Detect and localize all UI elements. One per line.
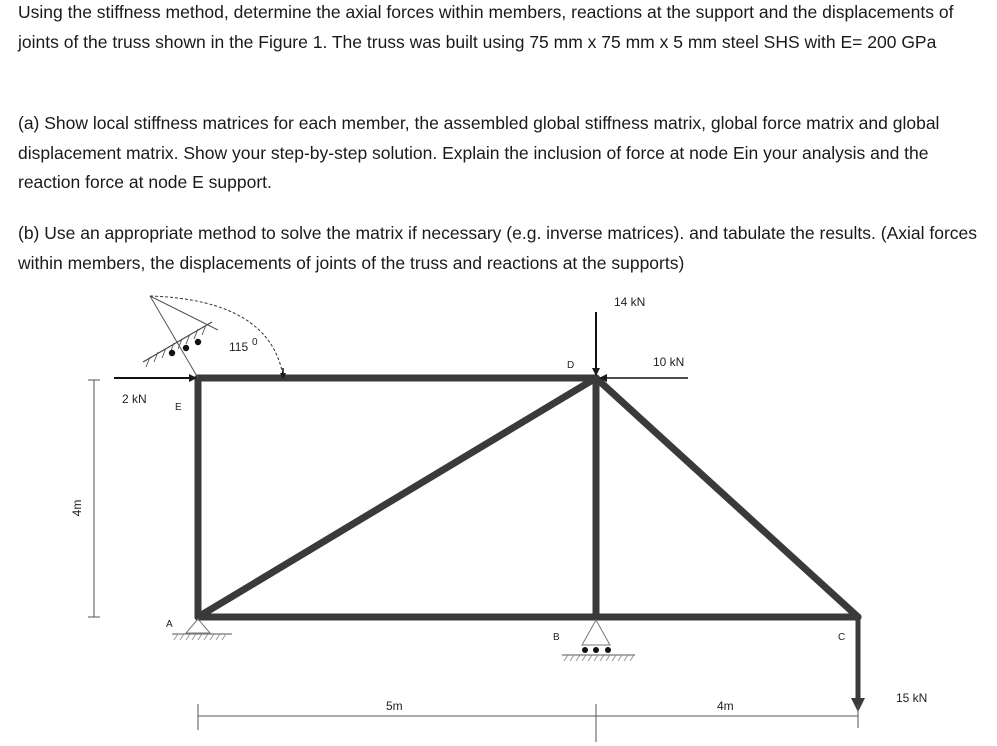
roller-support-e	[143, 296, 218, 378]
node-label-d: D	[567, 360, 575, 371]
load-label-d-vertical: 14 kN	[614, 295, 646, 309]
dimension-label-height: 4m	[70, 499, 84, 517]
dimension-horizontal	[198, 704, 858, 742]
truss-members	[198, 378, 858, 617]
node-label-c: C	[838, 632, 846, 643]
dimension-label-ab: 5m	[386, 699, 403, 713]
load-label-e-horizontal: 2 kN	[122, 392, 147, 406]
problem-intro: Using the stiffness method, determine the axial forces within members, reactions at the support and the displacements of joints of the truss shown in the Figure 1. The truss was built using 75 mm x 75 mm x 5 mm steel SHS with E= 200 GPa	[18, 2, 954, 52]
angle-label: 115	[229, 340, 249, 354]
node-label-a: A	[166, 619, 173, 630]
angle-degree: 0	[252, 337, 258, 348]
load-label-c-vertical: 15 kN	[896, 691, 928, 705]
problem-part-a: (a) Show local stiffness matrices for each member, the assembled global stiffness matrix, global force matrix and global displacement matrix. Show your step-by-step solution. Explain the inclusion of force at node Ein your analysis and the reaction force at node E support.	[18, 113, 940, 192]
member-ad	[198, 378, 596, 617]
dimension-label-bc: 4m	[717, 699, 734, 713]
roller-support-b	[562, 620, 635, 661]
dimension-height	[88, 380, 100, 617]
pin-support-a	[172, 619, 232, 640]
node-label-b: B	[553, 632, 560, 643]
load-label-d-horizontal: 10 kN	[653, 355, 685, 369]
node-label-e: E	[175, 402, 182, 413]
problem-part-b: (b) Use an appropriate method to solve the matrix if necessary (e.g. inverse matrices). and tabulate the results. (Axial forces within members, the displacements of joints of the truss and reactions at the supports)	[18, 223, 978, 273]
member-dc	[596, 378, 858, 617]
angle-arc	[150, 296, 283, 376]
